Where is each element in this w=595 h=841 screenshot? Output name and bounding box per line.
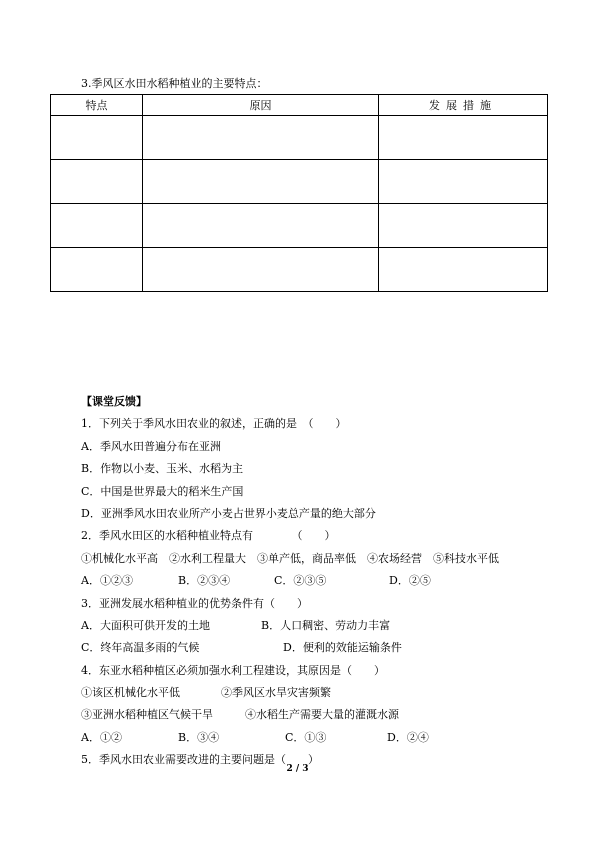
q2-options [81, 570, 571, 592]
q2-option-c: C．②③⑤ [274, 574, 327, 588]
q3-options-cd [81, 637, 571, 659]
q4-item-2: ②季风区水旱灾害频繁 [221, 686, 331, 700]
q4-stem: 4．东亚水稻种植区必须加强水利工程建设，其原因是（ ） [81, 663, 385, 677]
q4-options [81, 727, 571, 749]
q1-option-c: C．中国是世界最大的稻米生产国 [81, 484, 244, 498]
col-header-features: 特点 [51, 95, 143, 116]
table-cell [379, 116, 548, 160]
q2-items: ①机械化水平高 ②水利工程量大 ③单产低，商品率低 ④农场经营 ⑤科技水平低 [81, 551, 499, 565]
table-cell [51, 160, 143, 204]
q3-option-c: C．终年高温多雨的气候 [81, 641, 200, 655]
q4-option-c: C．①③ [285, 730, 327, 744]
q4-item-4: ④水稻生产需要大量的灌溉水源 [245, 708, 399, 722]
q4-item-1: ①该区机械化水平低 [81, 686, 180, 700]
q4-items-12 [81, 682, 571, 704]
col-header-reasons: 原因 [143, 95, 379, 116]
q2-option-a: A．①②③ [81, 574, 133, 588]
q2-option-d: D．②⑤ [389, 574, 431, 588]
table-cell [143, 160, 379, 204]
table-cell [51, 204, 143, 248]
q1-option-d: D．亚洲季风水田农业所产小麦占世界小麦总产量的绝大部分 [81, 506, 376, 520]
table-row [51, 248, 548, 292]
table-cell [51, 116, 143, 160]
q4-items-34 [81, 704, 571, 726]
q4-item-3: ③亚洲水稻种植区气候干旱 [81, 708, 213, 722]
features-table [50, 94, 548, 292]
q1-option-a: A．季风水田普遍分布在亚洲 [81, 439, 221, 453]
q1-stem: 1．下列关于季风水田农业的叙述，正确的是 （ ） [81, 417, 347, 431]
col-header-measures: 发展措施 [379, 95, 548, 116]
table-cell [143, 248, 379, 292]
table-row [51, 116, 548, 160]
page-number: 2 / 3 [286, 764, 309, 774]
table-row [51, 204, 548, 248]
q1-option-b: B．作物以小麦、玉米、水稻为主 [81, 462, 244, 476]
table-cell [379, 160, 548, 204]
q2-option-b: B．②③④ [178, 574, 231, 588]
q4-option-d: D．②④ [387, 730, 429, 744]
table-row [51, 160, 548, 204]
q2-stem: 2．季风水田区的水稻种植业特点有 （ ） [81, 529, 336, 543]
q4-option-b: B．③④ [178, 730, 220, 744]
q3-option-a: A．大面积可供开发的土地 [81, 618, 210, 632]
table-header-row [51, 95, 548, 116]
classroom-feedback [81, 391, 571, 772]
table-cell [143, 116, 379, 160]
q4-option-a: A．①② [81, 730, 122, 744]
table-cell [143, 204, 379, 248]
feedback-title: 【课堂反馈】 [81, 395, 147, 408]
q3-option-b: B．人口稠密、劳动力丰富 [261, 618, 391, 632]
q3-stem: 3．亚洲发展水稻种植业的优势条件有（ ） [81, 596, 308, 610]
table-cell [379, 248, 548, 292]
q5-stem: 5．季风水田农业需要改进的主要问题是（ ） [81, 753, 319, 767]
section-heading: 3.季风区水田水稻种植业的主要特点： [81, 77, 268, 90]
q3-options-ab [81, 615, 571, 637]
table-cell [379, 204, 548, 248]
table-cell [51, 248, 143, 292]
q3-option-d: D．便利的效能运输条件 [283, 641, 402, 655]
